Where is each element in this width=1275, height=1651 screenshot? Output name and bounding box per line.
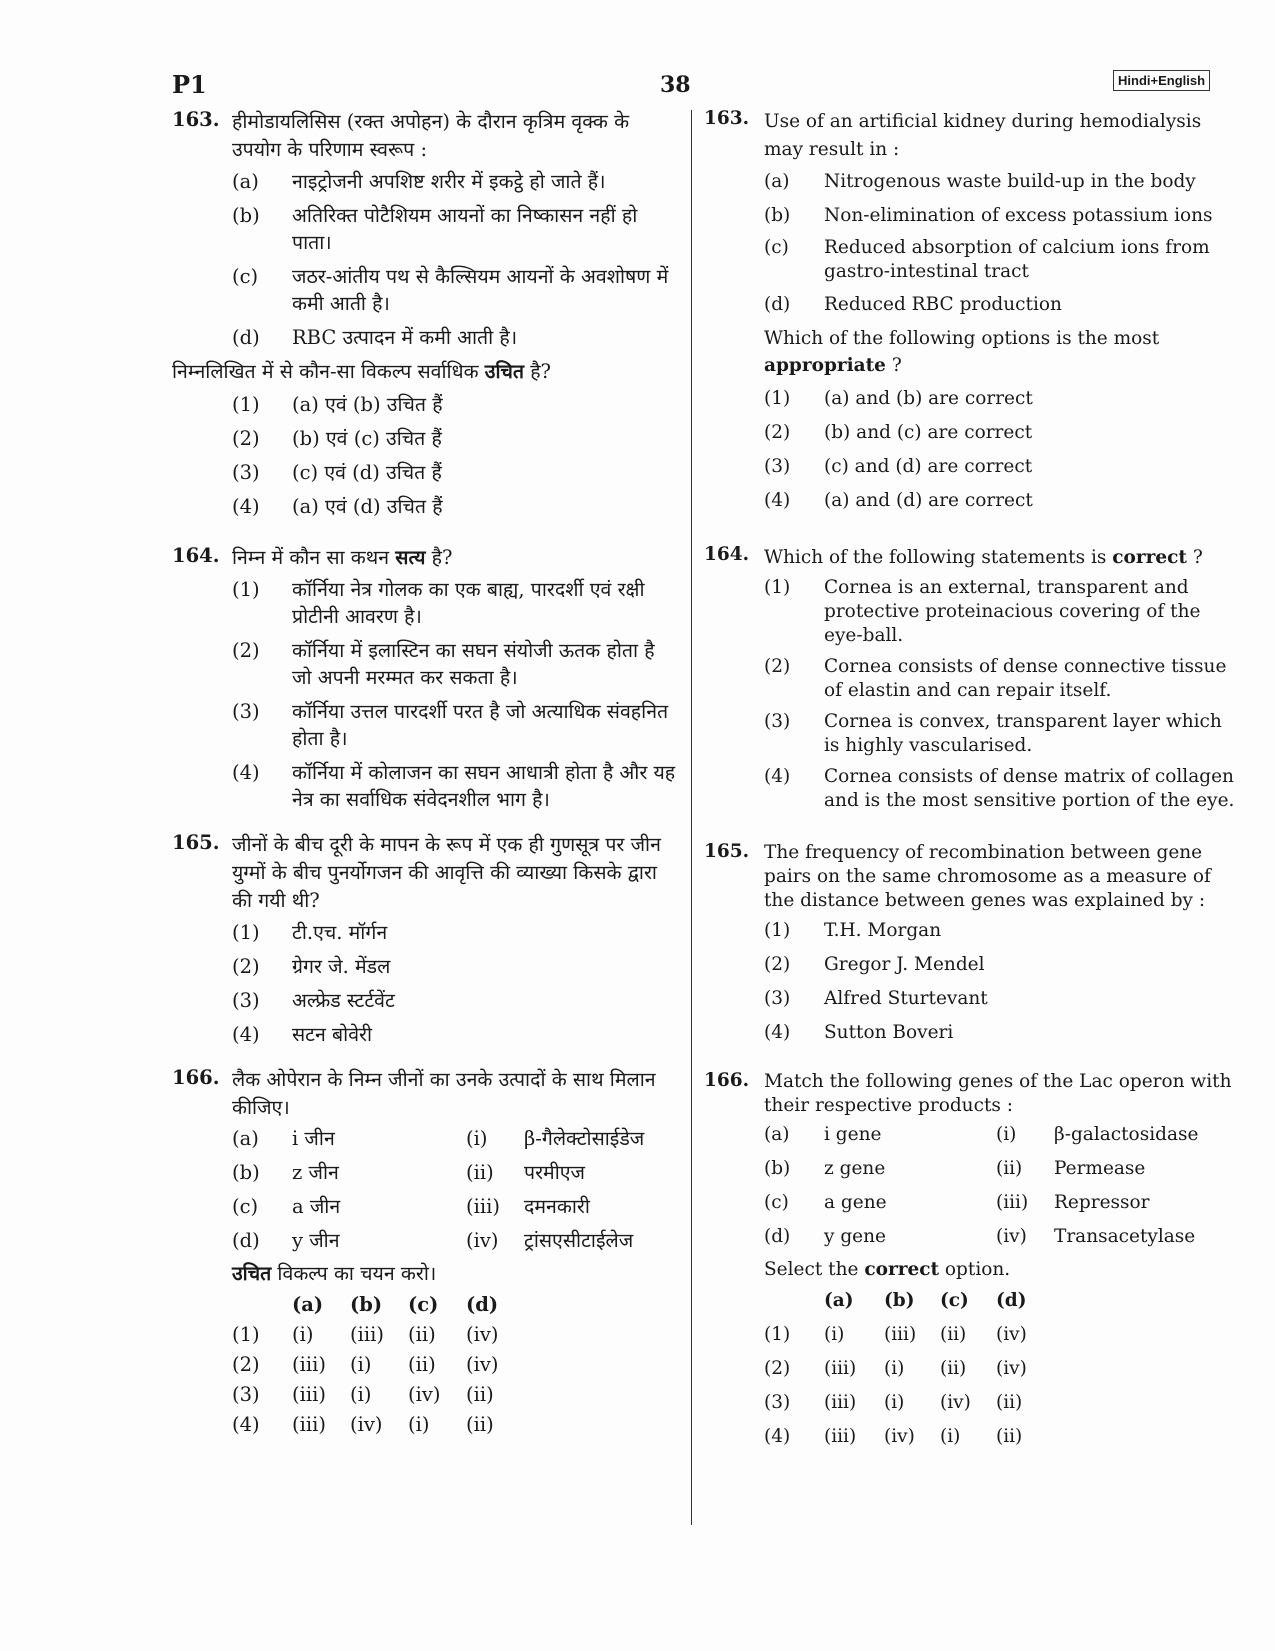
statement-d — [764, 291, 1239, 318]
question-stem: Use of an artificial kidney during hemodialysis may result in : — [764, 111, 1202, 160]
gene-product: β-गैलेक्टोसाईडेज — [524, 1127, 645, 1150]
option-text: ग्रेगर जे. मेंडल — [292, 955, 391, 978]
statement-text: जठर-आंतीय पथ से कैल्सियम आयनों के अवशोषण में कमी आती है। — [292, 265, 669, 315]
option-label: (1) — [764, 577, 791, 598]
option-1 — [764, 385, 1239, 412]
option-1 — [232, 919, 677, 946]
option-1 — [764, 917, 1239, 944]
statement-text: Nitrogenous waste build-up in the body — [824, 171, 1196, 192]
question-number: 164. — [704, 544, 750, 565]
answer-cell: (iv) — [408, 1383, 441, 1406]
answer-table — [232, 1293, 677, 1437]
option-4 — [232, 1021, 677, 1048]
answer-cell: (i) — [292, 1323, 314, 1346]
answer-cell: (iv) — [996, 1358, 1027, 1379]
option-label: (4) — [232, 1413, 260, 1436]
option-text: अल्फ्रेड स्टर्टवेंट — [292, 989, 395, 1012]
answer-header: (c) — [940, 1290, 969, 1311]
match-right-label: (iii) — [996, 1192, 1029, 1213]
answer-cell: (i) — [350, 1383, 372, 1406]
question-stem: हीमोडायलिसिस (रक्त अपोहन) के दौरान कृत्रिम वृक्क के उपयोग के परिणाम स्वरूप : — [232, 110, 630, 161]
match-left-label: (a) — [764, 1124, 790, 1145]
statement-text: Non-elimination of excess potassium ions — [824, 205, 1213, 226]
option-label: (1) — [764, 388, 791, 409]
answer-cell: (iii) — [350, 1323, 384, 1346]
match-right-label: (i) — [996, 1124, 1017, 1145]
english-question-166 — [704, 1070, 1239, 1449]
english-question-163 — [704, 108, 1239, 514]
answer-cell: (iv) — [996, 1324, 1027, 1345]
question-number: 163. — [172, 108, 220, 131]
option-text: (c) एवं (d) उचित हैं — [292, 461, 442, 484]
answer-header: (b) — [884, 1290, 915, 1311]
match-left-label: (b) — [764, 1158, 791, 1179]
match-left-label: (d) — [764, 1226, 791, 1247]
statement-a — [764, 168, 1239, 195]
statement-label: (d) — [232, 326, 260, 349]
option-label: (1) — [232, 921, 260, 944]
answer-cell: (ii) — [408, 1323, 436, 1346]
answer-cell: (ii) — [940, 1324, 967, 1345]
statement-a — [232, 168, 677, 195]
answer-cell: (iii) — [292, 1383, 326, 1406]
question-stem: Match the following genes of the Lac operon with their respective products : — [764, 1071, 1232, 1116]
answer-cell: (iii) — [824, 1392, 857, 1413]
question-prompt: Select the correct option. — [764, 1259, 1011, 1280]
match-left-label: (c) — [764, 1192, 789, 1213]
option-4 — [232, 493, 677, 520]
option-3 — [232, 459, 677, 486]
option-2 — [232, 953, 677, 980]
option-4 — [232, 759, 677, 813]
option-label: (3) — [764, 988, 791, 1009]
option-label: (3) — [232, 461, 260, 484]
option-4 — [764, 765, 1239, 813]
answer-cell: (ii) — [996, 1392, 1023, 1413]
gene-product: दमनकारी — [524, 1195, 590, 1218]
option-text: Gregor J. Mendel — [824, 954, 985, 975]
option-label: (2) — [764, 954, 791, 975]
match-left-label: (c) — [232, 1195, 259, 1218]
paper-code: P1 — [172, 70, 207, 99]
statement-text: RBC उत्पादन में कमी आती है। — [292, 326, 518, 349]
option-2 — [232, 425, 677, 452]
gene-product: Permease — [1054, 1158, 1146, 1179]
answer-cell: (ii) — [408, 1353, 436, 1376]
statement-label: (a) — [764, 171, 790, 192]
gene-name: z gene — [824, 1158, 886, 1179]
option-text: टी.एच. मॉर्गन — [292, 921, 388, 944]
answer-header: (d) — [996, 1290, 1027, 1311]
option-label: (1) — [764, 920, 791, 941]
match-table — [232, 1126, 677, 1254]
option-text: कॉर्निया उत्तल पारदर्शी परत है जो अत्याधिक संवहनित होता है। — [292, 700, 669, 750]
option-4 — [764, 487, 1239, 514]
answer-cell: (ii) — [466, 1383, 494, 1406]
match-left-label: (a) — [232, 1127, 259, 1150]
option-label: (4) — [764, 1022, 791, 1043]
option-label: (3) — [764, 1392, 791, 1413]
question-prompt: Which of the following options is the most appropriate ? — [764, 328, 1160, 376]
option-label: (3) — [764, 456, 791, 477]
option-text: (b) एवं (c) उचित हैं — [292, 427, 442, 450]
option-label: (4) — [232, 495, 260, 518]
option-label: (4) — [764, 1426, 791, 1447]
question-stem: लैक ओपेरान के निम्न जीनों का उनके उत्पादों के साथ मिलान कीजिए। — [232, 1068, 656, 1119]
match-right-label: (i) — [466, 1127, 488, 1150]
answer-cell: (i) — [350, 1353, 372, 1376]
answer-table — [764, 1289, 1239, 1449]
hindi-question-164 — [172, 544, 677, 813]
gene-name: y gene — [824, 1226, 886, 1247]
statement-b — [764, 202, 1239, 229]
statement-label: (b) — [764, 205, 791, 226]
statement-label: (d) — [764, 294, 791, 315]
option-label: (4) — [232, 761, 260, 784]
answer-cell: (iv) — [884, 1426, 915, 1447]
question-stem: निम्न में कौन सा कथन सत्य है? — [232, 546, 453, 569]
answer-cell: (ii) — [466, 1413, 494, 1436]
match-left-label: (b) — [232, 1161, 260, 1184]
option-label: (3) — [232, 700, 260, 723]
answer-cell: (iii) — [884, 1324, 917, 1345]
option-label: (1) — [232, 393, 260, 416]
hindi-question-163 — [172, 108, 677, 520]
english-question-164 — [704, 544, 1239, 813]
gene-name: a जीन — [292, 1195, 341, 1218]
answer-header: (b) — [350, 1293, 383, 1316]
gene-name: i जीन — [292, 1127, 335, 1150]
match-left-label: (d) — [232, 1229, 260, 1252]
hindi-question-165 — [172, 831, 677, 1048]
option-text: कॉर्निया में इलास्टिन का सघन संयोजी ऊतक होता है जो अपनी मरम्मत कर सकता है। — [292, 639, 655, 689]
option-label: (1) — [232, 1323, 260, 1346]
option-text: Cornea consists of dense matrix of collagen and is the most sensitive portion of the eye. — [824, 766, 1235, 811]
gene-name: i gene — [824, 1124, 882, 1145]
option-label: (4) — [764, 766, 791, 787]
option-text: (a) and (d) are correct — [824, 490, 1033, 511]
answer-cell: (ii) — [940, 1358, 967, 1379]
answer-cell: (i) — [884, 1358, 905, 1379]
question-number: 165. — [704, 841, 750, 862]
answer-cell: (iii) — [292, 1353, 326, 1376]
option-4 — [764, 1019, 1239, 1046]
statement-label: (b) — [232, 204, 260, 227]
option-text: कॉर्निया में कोलाजन का सघन आधात्री होता है और यह नेत्र का सर्वाधिक संवेदनशील भाग है। — [292, 761, 676, 811]
option-3 — [764, 710, 1239, 758]
answer-cell: (iii) — [824, 1426, 857, 1447]
option-text: (c) and (d) are correct — [824, 456, 1033, 477]
answer-cell: (iii) — [824, 1358, 857, 1379]
option-label: (4) — [232, 1023, 260, 1046]
option-label: (3) — [232, 989, 260, 1012]
option-3 — [764, 453, 1239, 480]
english-question-165 — [704, 841, 1239, 1046]
answer-cell: (iv) — [940, 1392, 971, 1413]
option-3 — [232, 987, 677, 1014]
match-right-label: (ii) — [996, 1158, 1023, 1179]
hindi-question-166 — [172, 1066, 677, 1437]
option-1 — [232, 391, 677, 418]
answer-cell: (i) — [824, 1324, 845, 1345]
option-3 — [232, 698, 677, 752]
answer-header: (c) — [408, 1293, 439, 1316]
question-prompt: उचित विकल्प का चयन करो। — [232, 1262, 437, 1285]
question-prompt: निम्नलिखित में से कौन-सा विकल्प सर्वाधिक उचित है? — [172, 360, 552, 383]
question-number: 166. — [172, 1066, 220, 1089]
gene-name: a gene — [824, 1192, 887, 1213]
gene-product: परमीएज — [524, 1161, 586, 1184]
match-right-label: (ii) — [466, 1161, 494, 1184]
answer-header: (d) — [466, 1293, 499, 1316]
answer-header: (a) — [292, 1293, 324, 1316]
answer-cell: (iv) — [350, 1413, 383, 1436]
question-number: 166. — [704, 1070, 750, 1091]
question-stem: जीनों के बीच दूरी के मापन के रूप में एक ही गुणसूत्र पर जीन युग्मों के बीच पुनर्योगजन की आवृत्ति की व्याख्या किसके द्वारा की गयी थी? — [232, 833, 661, 912]
option-text: (a) एवं (d) उचित हैं — [292, 495, 443, 518]
option-text: Cornea consists of dense connective tissue of elastin and can repair itself. — [824, 656, 1227, 701]
option-label: (2) — [764, 422, 791, 443]
page-number: 38 — [660, 72, 691, 98]
option-2 — [764, 655, 1239, 703]
option-label: (4) — [764, 490, 791, 511]
option-2 — [764, 951, 1239, 978]
option-text: सटन बोवेरी — [292, 1023, 373, 1046]
language-badge: Hindi+English — [1113, 70, 1210, 91]
option-label: (2) — [764, 656, 791, 677]
question-number: 165. — [172, 831, 220, 854]
question-number: 163. — [704, 108, 750, 129]
question-number: 164. — [172, 544, 220, 567]
option-text: कॉर्निया नेत्र गोलक का एक बाह्य, पारदर्शी एवं रक्षी प्रोटीनी आवरण है। — [292, 578, 645, 628]
option-text: (a) एवं (b) उचित हैं — [292, 393, 443, 416]
option-text: Alfred Sturtevant — [824, 988, 988, 1009]
column-divider — [691, 110, 692, 1525]
gene-name: y जीन — [292, 1229, 340, 1252]
answer-cell: (i) — [884, 1392, 905, 1413]
answer-cell: (iv) — [466, 1323, 499, 1346]
statement-text: Reduced RBC production — [824, 294, 1062, 315]
statement-text: अतिरिक्त पोटैशियम आयनों का निष्कासन नहीं हो पाता। — [292, 204, 638, 254]
option-text: Sutton Boveri — [824, 1022, 954, 1043]
answer-cell: (iv) — [466, 1353, 499, 1376]
statement-b — [232, 202, 677, 256]
option-text: T.H. Morgan — [824, 920, 942, 941]
option-label: (3) — [764, 711, 791, 732]
option-2 — [232, 637, 677, 691]
option-1 — [232, 576, 677, 630]
gene-product: β-galactosidase — [1054, 1124, 1199, 1145]
answer-cell: (ii) — [996, 1426, 1023, 1447]
option-label: (2) — [232, 639, 260, 662]
option-label: (1) — [764, 1324, 791, 1345]
statement-d — [232, 324, 677, 351]
hindi-column — [172, 108, 677, 1437]
statement-label: (a) — [232, 170, 259, 193]
option-label: (2) — [764, 1358, 791, 1379]
option-text: Cornea is an external, transparent and protective proteinacious covering of the eye-ball. — [824, 577, 1201, 646]
match-right-label: (iv) — [996, 1226, 1027, 1247]
option-label: (2) — [232, 955, 260, 978]
answer-cell: (i) — [408, 1413, 430, 1436]
gene-product: Transacetylase — [1054, 1226, 1196, 1247]
statement-label: (c) — [764, 237, 789, 258]
question-stem: The frequency of recombination between gene pairs on the same chromosome as a measure of the distance between genes was explained by : — [764, 842, 1211, 911]
option-label: (2) — [232, 427, 260, 450]
option-label: (2) — [232, 1353, 260, 1376]
option-1 — [764, 576, 1239, 648]
option-2 — [764, 419, 1239, 446]
match-right-label: (iii) — [466, 1195, 500, 1218]
statement-text: नाइट्रोजनी अपशिष्ट शरीर में इकट्ठे हो जाते हैं। — [292, 170, 606, 193]
gene-name: z जीन — [292, 1161, 339, 1184]
match-right-label: (iv) — [466, 1229, 499, 1252]
option-label: (1) — [232, 578, 260, 601]
option-text: Cornea is convex, transparent layer which is highly vascularised. — [824, 711, 1222, 756]
statement-c — [764, 236, 1239, 284]
answer-header: (a) — [824, 1290, 854, 1311]
english-column — [704, 108, 1239, 1449]
match-table — [764, 1122, 1239, 1250]
option-3 — [764, 985, 1239, 1012]
answer-cell: (iii) — [292, 1413, 326, 1436]
answer-cell: (i) — [940, 1426, 961, 1447]
option-label: (3) — [232, 1383, 260, 1406]
statement-text: Reduced absorption of calcium ions from gastro-intestinal tract — [824, 237, 1210, 282]
option-text: (b) and (c) are correct — [824, 422, 1033, 443]
statement-c — [232, 263, 677, 317]
question-stem: Which of the following statements is correct ? — [764, 547, 1203, 568]
option-text: (a) and (b) are correct — [824, 388, 1033, 409]
gene-product: Repressor — [1054, 1192, 1150, 1213]
statement-label: (c) — [232, 265, 259, 288]
gene-product: ट्रांसएसीटाईलेज — [524, 1229, 634, 1252]
